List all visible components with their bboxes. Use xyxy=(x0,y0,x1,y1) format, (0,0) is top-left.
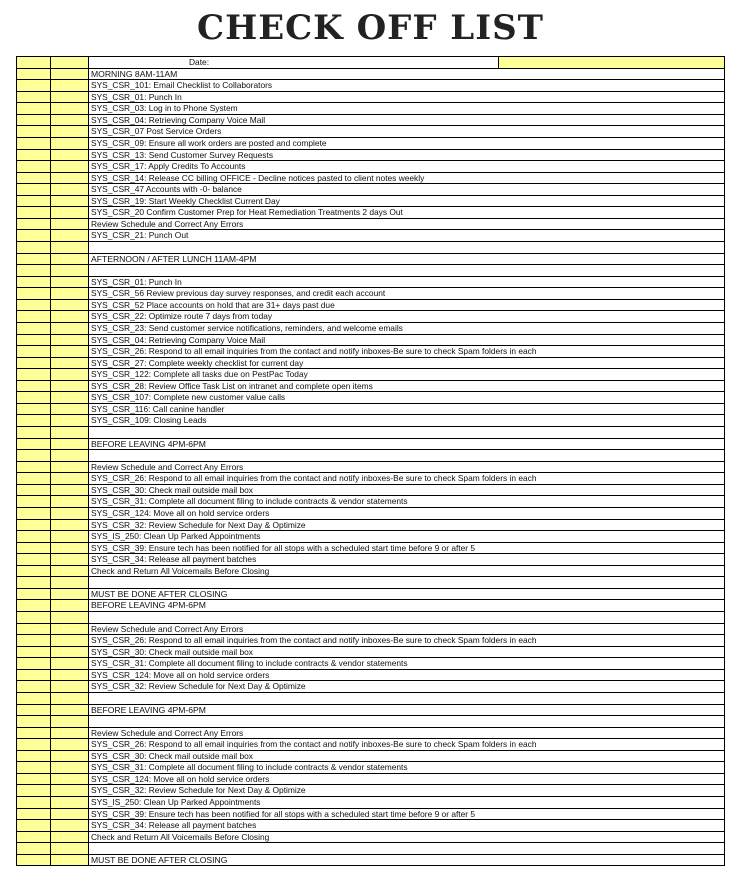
initials-cell[interactable] xyxy=(51,624,89,635)
check-cell[interactable] xyxy=(17,624,51,635)
task-label: SYS_CSR_13: Send Customer Survey Requests xyxy=(89,150,725,161)
check-cell[interactable] xyxy=(17,635,51,646)
check-cell[interactable] xyxy=(17,115,51,126)
check-cell[interactable] xyxy=(17,219,51,230)
check-cell[interactable] xyxy=(17,300,51,311)
initials-cell[interactable] xyxy=(51,288,89,299)
task-row xyxy=(17,658,725,670)
task-row xyxy=(17,150,725,162)
initials-cell[interactable] xyxy=(51,150,89,161)
task-row xyxy=(17,670,725,682)
task-label: SYS_CSR_26: Respond to all email inquiries from the contact and notify inboxes-Be sure to check Spam folders in each xyxy=(89,635,725,646)
check-cell[interactable] xyxy=(17,404,51,415)
initials-cell[interactable] xyxy=(51,531,89,542)
task-row xyxy=(17,184,725,196)
check-cell[interactable] xyxy=(17,739,51,750)
check-cell[interactable] xyxy=(17,785,51,796)
check-cell[interactable] xyxy=(17,508,51,519)
check-cell[interactable] xyxy=(17,531,51,542)
initials-cell[interactable] xyxy=(51,855,89,866)
task-label xyxy=(89,242,725,253)
blank-row xyxy=(17,577,725,589)
section-header-row xyxy=(17,589,725,601)
check-cell[interactable] xyxy=(17,358,51,369)
initials-cell[interactable] xyxy=(51,242,89,253)
check-cell[interactable] xyxy=(17,705,51,716)
task-row xyxy=(17,415,725,427)
initials-cell[interactable] xyxy=(51,115,89,126)
task-label: SYS_CSR_26: Respond to all email inquiries from the contact and notify inboxes-Be sure to check Spam folders in each xyxy=(89,346,725,357)
initials-cell[interactable] xyxy=(51,427,89,438)
check-cell[interactable] xyxy=(17,80,51,91)
blank-row xyxy=(17,693,725,705)
task-row xyxy=(17,126,725,138)
task-label: SYS_CSR_26: Respond to all email inquiries from the contact and notify inboxes-Be sure to check Spam folders in each xyxy=(89,739,725,750)
initials-cell[interactable] xyxy=(51,358,89,369)
check-cell[interactable] xyxy=(17,543,51,554)
initials-cell[interactable] xyxy=(51,103,89,114)
task-label: SYS_CSR_22: Optimize route 7 days from today xyxy=(89,311,725,322)
task-label: SYS_CSR_20 Confirm Customer Prep for Heat Remediation Treatments 2 days Out xyxy=(89,207,725,218)
check-cell[interactable] xyxy=(17,138,51,149)
task-row xyxy=(17,92,725,104)
initials-cell[interactable] xyxy=(51,462,89,473)
check-cell[interactable] xyxy=(17,323,51,334)
initials-cell[interactable] xyxy=(51,728,89,739)
initials-cell[interactable] xyxy=(51,207,89,218)
task-row xyxy=(17,369,725,381)
initials-cell[interactable] xyxy=(51,346,89,357)
check-cell[interactable] xyxy=(17,450,51,461)
check-cell[interactable] xyxy=(17,647,51,658)
initials-cell[interactable] xyxy=(51,69,89,80)
check-cell[interactable] xyxy=(17,693,51,704)
task-label: SYS_CSR_116: Call canine handler xyxy=(89,404,725,415)
task-row xyxy=(17,820,725,832)
task-label: SYS_IS_250: Clean Up Parked Appointments xyxy=(89,797,725,808)
blank-row xyxy=(17,716,725,728)
initials-cell[interactable] xyxy=(51,450,89,461)
check-cell[interactable] xyxy=(17,658,51,669)
check-cell[interactable] xyxy=(17,612,51,623)
task-label xyxy=(89,265,725,276)
initials-cell[interactable] xyxy=(51,635,89,646)
initials-cell[interactable] xyxy=(51,138,89,149)
check-cell[interactable] xyxy=(17,600,51,611)
task-row xyxy=(17,138,725,150)
checklist-table xyxy=(16,56,725,866)
task-label xyxy=(89,427,725,438)
date-label: Date: xyxy=(89,57,499,68)
task-label: Check and Return All Voicemails Before Closing xyxy=(89,566,725,577)
task-label: Review Schedule and Correct Any Errors xyxy=(89,462,725,473)
page-title: CHECK OFF LIST xyxy=(197,8,544,48)
check-cell[interactable] xyxy=(17,335,51,346)
check-cell[interactable] xyxy=(17,520,51,531)
task-label: SYS_CSR_30: Check mail outside mail box xyxy=(89,751,725,762)
initials-cell[interactable] xyxy=(51,485,89,496)
task-label xyxy=(89,843,725,854)
check-cell[interactable] xyxy=(17,184,51,195)
check-cell[interactable] xyxy=(17,485,51,496)
task-row xyxy=(17,751,725,763)
initials-cell[interactable] xyxy=(51,681,89,692)
task-row xyxy=(17,473,725,485)
task-label: SYS_CSR_30: Check mail outside mail box xyxy=(89,647,725,658)
task-row xyxy=(17,762,725,774)
task-row xyxy=(17,219,725,231)
task-row xyxy=(17,809,725,821)
task-row xyxy=(17,404,725,416)
check-cell[interactable] xyxy=(17,242,51,253)
section-header: MORNING 8AM-11AM xyxy=(89,69,725,80)
initials-cell[interactable] xyxy=(51,265,89,276)
task-row xyxy=(17,543,725,555)
check-cell[interactable] xyxy=(17,716,51,727)
check-cell[interactable] xyxy=(17,369,51,380)
task-label: SYS_CSR_27: Complete weekly checklist for current day xyxy=(89,358,725,369)
task-label xyxy=(89,716,725,727)
section-header: MUST BE DONE AFTER CLOSING xyxy=(89,855,725,866)
initials-cell[interactable] xyxy=(51,496,89,507)
task-label: SYS_CSR_07 Post Service Orders xyxy=(89,126,725,137)
task-label: SYS_CSR_03: Log in to Phone System xyxy=(89,103,725,114)
check-cell[interactable] xyxy=(17,207,51,218)
task-label: SYS_CSR_124: Move all on hold service orders xyxy=(89,508,725,519)
initials-cell[interactable] xyxy=(51,577,89,588)
initials-cell[interactable] xyxy=(51,739,89,750)
task-row xyxy=(17,531,725,543)
task-row xyxy=(17,728,725,740)
section-header-row xyxy=(17,439,725,451)
task-label: SYS_CSR_31: Complete all document filing to include contracts & vendor statements xyxy=(89,658,725,669)
initials-cell[interactable] xyxy=(51,300,89,311)
task-row xyxy=(17,103,725,115)
initials-cell[interactable] xyxy=(51,254,89,265)
section-header-row xyxy=(17,254,725,266)
check-cell[interactable] xyxy=(17,832,51,843)
initials-cell[interactable] xyxy=(51,705,89,716)
initials-cell[interactable] xyxy=(51,381,89,392)
check-cell[interactable] xyxy=(17,196,51,207)
task-label: SYS_CSR_32: Review Schedule for Next Day & Optimize xyxy=(89,785,725,796)
blank-row xyxy=(17,450,725,462)
check-cell[interactable] xyxy=(17,427,51,438)
task-row xyxy=(17,230,725,242)
task-label: SYS_CSR_32: Review Schedule for Next Day & Optimize xyxy=(89,681,725,692)
task-row xyxy=(17,392,725,404)
check-cell[interactable] xyxy=(17,855,51,866)
check-cell[interactable] xyxy=(17,57,51,68)
initials-cell[interactable] xyxy=(51,323,89,334)
blank-row xyxy=(17,427,725,439)
initials-cell[interactable] xyxy=(51,473,89,484)
initials-cell[interactable] xyxy=(51,92,89,103)
task-label: SYS_CSR_101: Email Checklist to Collaborators xyxy=(89,80,725,91)
initials-cell[interactable] xyxy=(51,80,89,91)
check-cell[interactable] xyxy=(17,751,51,762)
initials-cell[interactable] xyxy=(51,335,89,346)
task-label: SYS_CSR_09: Ensure all work orders are posted and complete xyxy=(89,138,725,149)
check-cell[interactable] xyxy=(17,589,51,600)
initials-cell[interactable] xyxy=(51,554,89,565)
section-header-row xyxy=(17,705,725,717)
task-row xyxy=(17,196,725,208)
initials-cell[interactable] xyxy=(51,693,89,704)
task-label: Review Schedule and Correct Any Errors xyxy=(89,219,725,230)
initials-cell[interactable] xyxy=(51,566,89,577)
initials-cell[interactable] xyxy=(51,751,89,762)
check-cell[interactable] xyxy=(17,381,51,392)
initials-cell[interactable] xyxy=(51,774,89,785)
check-cell[interactable] xyxy=(17,797,51,808)
blank-row xyxy=(17,843,725,855)
task-label: SYS_CSR_04: Retrieving Company Voice Mail xyxy=(89,115,725,126)
section-header: AFTERNOON / AFTER LUNCH 11AM-4PM xyxy=(89,254,725,265)
initials-cell[interactable] xyxy=(51,589,89,600)
check-cell[interactable] xyxy=(17,277,51,288)
section-header-row xyxy=(17,69,725,81)
task-label xyxy=(89,693,725,704)
task-label: SYS_CSR_19: Start Weekly Checklist Current Day xyxy=(89,196,725,207)
check-cell[interactable] xyxy=(17,92,51,103)
task-label: Check and Return All Voicemails Before Closing xyxy=(89,832,725,843)
initials-cell[interactable] xyxy=(51,647,89,658)
task-label: SYS_CSR_26: Respond to all email inquiries from the contact and notify inboxes-Be sure to check Spam folders in each xyxy=(89,473,725,484)
initials-cell[interactable] xyxy=(51,520,89,531)
check-cell[interactable] xyxy=(17,69,51,80)
task-label: SYS_CSR_39: Ensure tech has been notified for all stops with a scheduled start time before 9 or after 5 xyxy=(89,809,725,820)
check-cell[interactable] xyxy=(17,265,51,276)
initials-cell[interactable] xyxy=(51,762,89,773)
section-header: BEFORE LEAVING 4PM-6PM xyxy=(89,705,725,716)
section-header: MUST BE DONE AFTER CLOSING xyxy=(89,589,725,600)
check-cell[interactable] xyxy=(17,670,51,681)
check-cell[interactable] xyxy=(17,728,51,739)
initials-cell[interactable] xyxy=(51,230,89,241)
initials-cell[interactable] xyxy=(51,797,89,808)
initials-cell[interactable] xyxy=(51,809,89,820)
task-row xyxy=(17,173,725,185)
check-cell[interactable] xyxy=(17,462,51,473)
check-cell[interactable] xyxy=(17,439,51,450)
check-cell[interactable] xyxy=(17,126,51,137)
task-row xyxy=(17,635,725,647)
task-label: SYS_CSR_47 Accounts with -0- balance xyxy=(89,184,725,195)
task-row xyxy=(17,358,725,370)
task-label: SYS_IS_250: Clean Up Parked Appointments xyxy=(89,531,725,542)
initials-cell[interactable] xyxy=(51,843,89,854)
task-row xyxy=(17,647,725,659)
initials-cell[interactable] xyxy=(51,277,89,288)
task-row xyxy=(17,485,725,497)
check-cell[interactable] xyxy=(17,820,51,831)
initials-cell[interactable] xyxy=(51,161,89,172)
task-row xyxy=(17,462,725,474)
check-cell[interactable] xyxy=(17,150,51,161)
initials-cell[interactable] xyxy=(51,670,89,681)
task-row xyxy=(17,346,725,358)
check-cell[interactable] xyxy=(17,230,51,241)
task-row xyxy=(17,80,725,92)
section-header-row xyxy=(17,855,725,867)
initials-cell[interactable] xyxy=(51,219,89,230)
task-label: SYS_CSR_31: Complete all document filing to include contracts & vendor statements xyxy=(89,496,725,507)
task-label: SYS_CSR_21: Punch Out xyxy=(89,230,725,241)
task-label: SYS_CSR_23: Send customer service notifications, reminders, and welcome emails xyxy=(89,323,725,334)
check-cell[interactable] xyxy=(17,554,51,565)
task-row xyxy=(17,739,725,751)
initials-cell[interactable] xyxy=(51,369,89,380)
check-cell[interactable] xyxy=(17,288,51,299)
task-row xyxy=(17,520,725,532)
task-row xyxy=(17,115,725,127)
task-row xyxy=(17,566,725,578)
initials-cell[interactable] xyxy=(51,612,89,623)
check-cell[interactable] xyxy=(17,346,51,357)
task-label: SYS_CSR_107: Complete new customer value calls xyxy=(89,392,725,403)
task-row xyxy=(17,554,725,566)
check-cell[interactable] xyxy=(17,577,51,588)
task-label: SYS_CSR_04: Retrieving Company Voice Mail xyxy=(89,335,725,346)
task-row xyxy=(17,508,725,520)
task-row xyxy=(17,496,725,508)
initials-cell[interactable] xyxy=(51,785,89,796)
task-row xyxy=(17,785,725,797)
check-cell[interactable] xyxy=(17,161,51,172)
task-label: SYS_CSR_28: Review Office Task List on intranet and complete open items xyxy=(89,381,725,392)
task-row xyxy=(17,288,725,300)
task-label: SYS_CSR_39: Ensure tech has been notified for all stops with a scheduled start time before 9 or after 5 xyxy=(89,543,725,554)
initials-cell[interactable] xyxy=(51,126,89,137)
check-cell[interactable] xyxy=(17,254,51,265)
task-row xyxy=(17,161,725,173)
task-row xyxy=(17,311,725,323)
date-row xyxy=(17,57,725,69)
initials-cell[interactable] xyxy=(51,311,89,322)
task-label: SYS_CSR_124: Move all on hold service orders xyxy=(89,670,725,681)
task-row xyxy=(17,681,725,693)
initials-cell[interactable] xyxy=(51,439,89,450)
task-label: SYS_CSR_32: Review Schedule for Next Day & Optimize xyxy=(89,520,725,531)
blank-row xyxy=(17,612,725,624)
initials-cell[interactable] xyxy=(51,415,89,426)
initials-cell[interactable] xyxy=(51,658,89,669)
initials-cell[interactable] xyxy=(51,196,89,207)
task-label: Review Schedule and Correct Any Errors xyxy=(89,728,725,739)
blank-row xyxy=(17,242,725,254)
check-cell[interactable] xyxy=(17,496,51,507)
check-cell[interactable] xyxy=(17,415,51,426)
check-cell[interactable] xyxy=(17,566,51,577)
task-label: SYS_CSR_01: Punch In xyxy=(89,92,725,103)
initials-cell[interactable] xyxy=(51,392,89,403)
blank-row xyxy=(17,265,725,277)
task-label: Review Schedule and Correct Any Errors xyxy=(89,624,725,635)
task-label: SYS_CSR_17: Apply Credits To Accounts xyxy=(89,161,725,172)
initials-cell[interactable] xyxy=(51,184,89,195)
task-label: SYS_CSR_124: Move all on hold service orders xyxy=(89,774,725,785)
task-label: SYS_CSR_109: Closing Leads xyxy=(89,415,725,426)
check-cell[interactable] xyxy=(17,809,51,820)
task-label: SYS_CSR_34: Release all payment batches xyxy=(89,554,725,565)
initials-cell[interactable] xyxy=(51,600,89,611)
task-label xyxy=(89,450,725,461)
task-label: SYS_CSR_14: Release CC billing OFFICE - Decline notices pasted to client notes weekly xyxy=(89,173,725,184)
task-label xyxy=(89,612,725,623)
task-row xyxy=(17,832,725,844)
initials-cell[interactable] xyxy=(51,404,89,415)
task-label: SYS_CSR_56 Review previous day survey responses, and credit each account xyxy=(89,288,725,299)
initials-cell[interactable] xyxy=(51,508,89,519)
date-field[interactable] xyxy=(499,57,724,68)
initials-cell[interactable] xyxy=(51,57,89,68)
task-row xyxy=(17,277,725,289)
task-label: SYS_CSR_122: Complete all tasks due on PestPac Today xyxy=(89,369,725,380)
task-row xyxy=(17,335,725,347)
check-cell[interactable] xyxy=(17,103,51,114)
section-header-row xyxy=(17,600,725,612)
task-label xyxy=(89,577,725,588)
task-row xyxy=(17,624,725,636)
section-header: BEFORE LEAVING 4PM-6PM xyxy=(89,600,725,611)
task-label: SYS_CSR_01: Punch In xyxy=(89,277,725,288)
check-cell[interactable] xyxy=(17,173,51,184)
initials-cell[interactable] xyxy=(51,820,89,831)
task-label: SYS_CSR_31: Complete all document filing to include contracts & vendor statements xyxy=(89,762,725,773)
task-row xyxy=(17,797,725,809)
check-cell[interactable] xyxy=(17,681,51,692)
task-row xyxy=(17,774,725,786)
check-cell[interactable] xyxy=(17,392,51,403)
check-cell[interactable] xyxy=(17,311,51,322)
task-label: SYS_CSR_52 Place accounts on hold that are 31+ days past due xyxy=(89,300,725,311)
initials-cell[interactable] xyxy=(51,543,89,554)
task-row xyxy=(17,323,725,335)
check-cell[interactable] xyxy=(17,762,51,773)
check-cell[interactable] xyxy=(17,473,51,484)
task-row xyxy=(17,381,725,393)
check-cell[interactable] xyxy=(17,843,51,854)
check-cell[interactable] xyxy=(17,774,51,785)
task-label: SYS_CSR_30: Check mail outside mail box xyxy=(89,485,725,496)
section-header: BEFORE LEAVING 4PM-6PM xyxy=(89,439,725,450)
task-label: SYS_CSR_34: Release all payment batches xyxy=(89,820,725,831)
task-row xyxy=(17,300,725,312)
task-row xyxy=(17,207,725,219)
initials-cell[interactable] xyxy=(51,716,89,727)
initials-cell[interactable] xyxy=(51,832,89,843)
initials-cell[interactable] xyxy=(51,173,89,184)
